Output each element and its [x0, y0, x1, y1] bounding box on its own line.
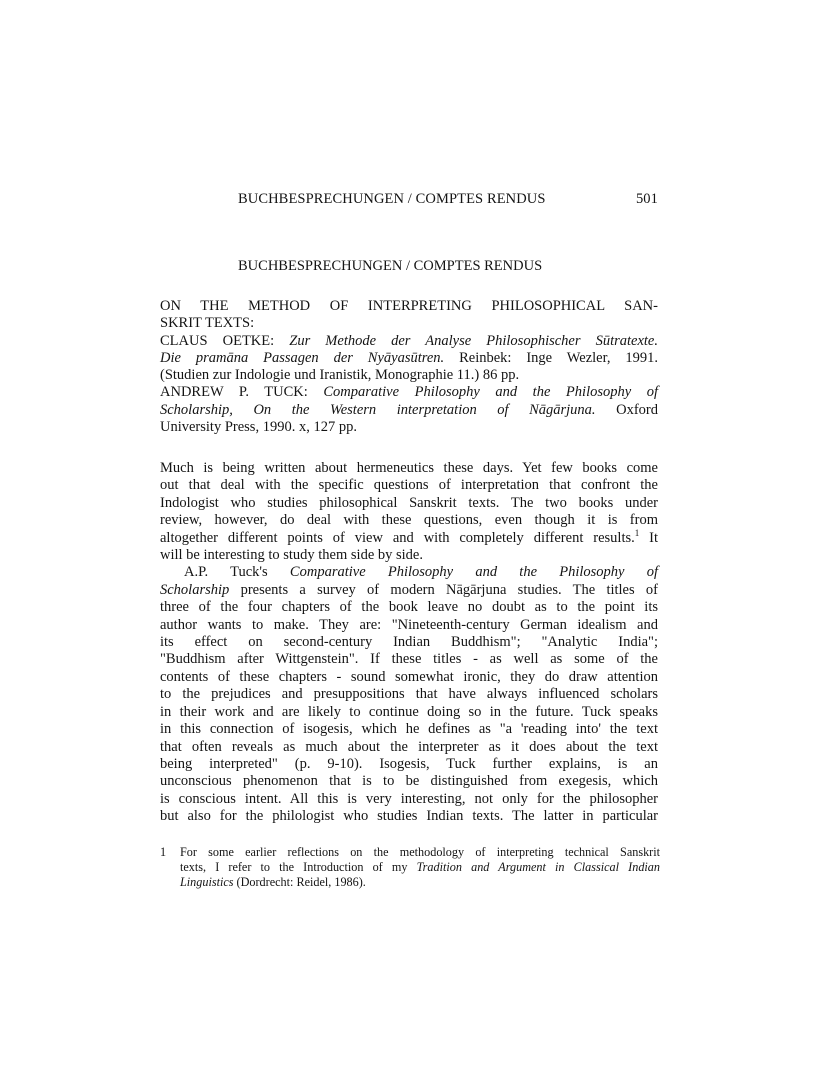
review-title-line-2: SKRIT TEXTS: — [160, 315, 255, 332]
footnote-reference: 1 — [634, 527, 640, 538]
footnote — [160, 845, 660, 890]
page-number: 501 — [635, 191, 658, 207]
book1-author: CLAUS OETKE: — [160, 332, 275, 349]
body-line-text: presents a survey of modern Nāgārjuna studies. The titles of — [240, 581, 659, 598]
body-line: author wants to make. They are: "Nineteenth-century German idealism and — [160, 616, 658, 633]
body-line: out that deal with the specific questions of interpretation that confront the — [160, 477, 658, 494]
body-line: in their work and are likely to continue doing so in the future. Tuck speaks — [160, 703, 658, 720]
book1-series: (Studien zur Indologie und Iranistik, Monographie 11.) 86 pp. — [160, 367, 520, 384]
book1-title-part1: Zur Methode der Analyse Philosophischer Sūtratexte. — [289, 332, 658, 349]
book2-citation-line-2 — [160, 402, 658, 419]
footnote-book-title: Linguistics — [180, 875, 234, 889]
running-head — [238, 191, 658, 211]
footnote-text — [180, 845, 660, 890]
body-line: is conscious intent. All this is very interesting, not only for the philosopher — [160, 790, 658, 807]
book1-publisher: Reinbek: Inge Wezler, 1991. — [459, 349, 659, 366]
review-heading — [160, 298, 658, 436]
footnote-line: For some earlier reflections on the methodology of interpreting technical Sanskrit — [180, 845, 660, 859]
book-title-italic: Comparative Philosophy and the Philosophy of — [289, 564, 658, 581]
footnote-line — [180, 875, 660, 890]
book2-title-part2: Scholarship, On the Western interpretation of Nāgārjuna. — [160, 401, 596, 418]
body-line: review, however, do deal with these questions, even though it is from — [160, 512, 658, 529]
body-line-text: altogether different points of view and with completely different results. — [160, 529, 635, 546]
body-line-text: It — [649, 529, 659, 546]
body-line — [160, 582, 658, 599]
body-line: being interpreted" (p. 9-10). Isogesis, Tuck further explains, is an — [160, 755, 658, 772]
body-line — [160, 527, 659, 547]
book1-citation-line-2 — [160, 350, 658, 367]
book2-publisher-part2: University Press, 1990. x, 127 pp. — [160, 419, 357, 436]
body-line-text: A.P. Tuck's — [184, 564, 268, 581]
footnote-line-text: (Dordrecht: Reidel, 1986). — [236, 875, 366, 889]
body-line: that often reveals as much about the interpreter as it does about the text — [160, 738, 658, 755]
footnote-line — [180, 860, 660, 875]
book2-author: ANDREW P. TUCK: — [160, 384, 308, 401]
body-line: its effect on second-century Indian Buddhism"; "Analytic India"; — [160, 634, 658, 651]
review-body — [160, 460, 658, 826]
body-line: contents of these chapters - sound somewhat ironic, they do draw attention — [160, 668, 658, 685]
body-line: in this connection of isogesis, which he defines as "a 'reading into' the text — [160, 721, 658, 738]
book1-citation-line-1 — [160, 333, 658, 350]
body-line: but also for the philologist who studies Indian texts. The latter in particular — [160, 808, 658, 825]
footnote-line-text: texts, I refer to the Introduction of my — [180, 860, 408, 874]
body-line: Much is being written about hermeneutics these days. Yet few books come — [160, 460, 658, 476]
review-title-line-1: ON THE METHOD OF INTERPRETING PHILOSOPHICAL SAN- — [160, 298, 658, 314]
running-head-title: BUCHBESPRECHUNGEN / COMPTES RENDUS — [238, 191, 546, 207]
footnote-book-title: Tradition and Argument in Classical Indian — [416, 860, 660, 874]
footnote-number: 1 — [160, 845, 167, 859]
book2-publisher-part1: Oxford — [616, 401, 658, 418]
book2-citation-line-1 — [160, 384, 658, 401]
book2-title-part1: Comparative Philosophy and the Philosophy of — [323, 384, 658, 401]
section-title: BUCHBESPRECHUNGEN / COMPTES RENDUS — [238, 258, 543, 274]
book-title-italic: Scholarship — [160, 581, 230, 598]
body-line: three of the four chapters of the book leave no doubt as to the point its — [160, 599, 658, 616]
book1-title-part2: Die pramāna Passagen der Nyāyasūtren. — [160, 349, 445, 366]
body-line: will be interesting to study them side by side. — [160, 547, 423, 564]
body-line: Indologist who studies philosophical Sanskrit texts. The two books under — [160, 494, 658, 511]
body-line — [160, 564, 658, 581]
body-line: unconscious phenomenon that is to be distinguished from exegesis, which — [160, 773, 658, 790]
body-line: to the prejudices and presuppositions that have always influenced scholars — [160, 686, 658, 703]
body-line: "Buddhism after Wittgenstein". If these titles - as well as some of the — [160, 651, 658, 668]
